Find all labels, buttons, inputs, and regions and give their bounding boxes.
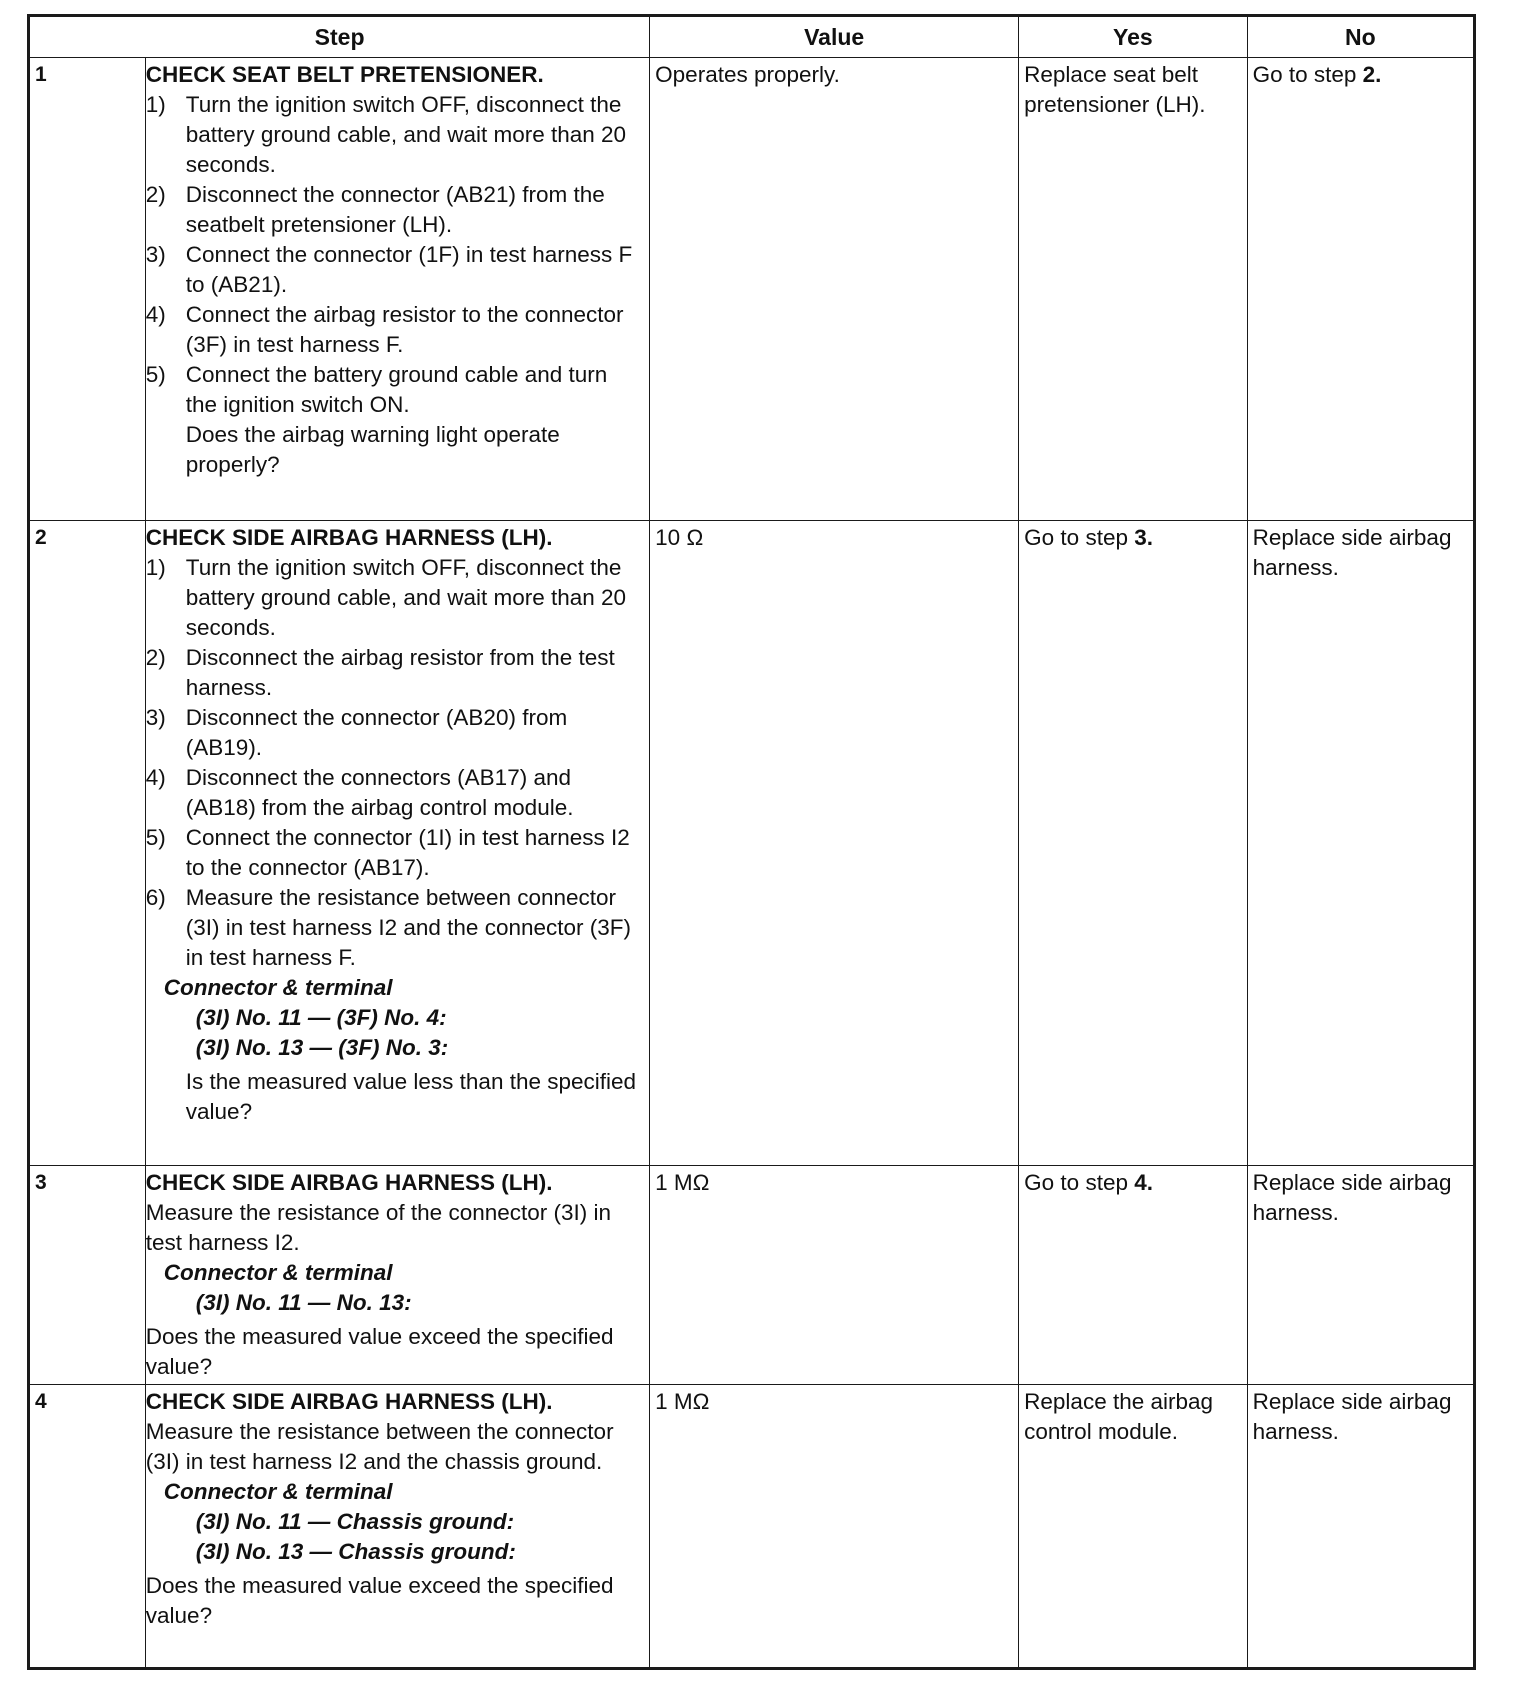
no-cell: Replace side airbag harness. (1247, 1166, 1474, 1385)
sub-step-number: 5) (145, 825, 166, 850)
sub-step (146, 643, 641, 703)
sub-step-text: Connect the airbag resistor to the connector (3F) in test harness F. (185, 302, 624, 357)
sub-step (146, 180, 641, 240)
sub-step (146, 240, 641, 300)
connector-terminal-line: (3I) No. 13 — Chassis ground: (195, 1539, 516, 1564)
yes-cell (1019, 1166, 1247, 1385)
connector-terminal-line: (3I) No. 11 — No. 13: (195, 1290, 412, 1315)
connector-terminal-heading: Connector & terminal (163, 975, 393, 1000)
step-question: Does the measured value exceed the specified value? (145, 1324, 614, 1379)
header-step: Step (29, 16, 650, 58)
sub-step-text: Disconnect the airbag resistor from the test harness. (185, 645, 615, 700)
step-title: CHECK SIDE AIRBAG HARNESS (LH). (145, 1170, 553, 1195)
no-cell: Replace side airbag harness. (1247, 1385, 1474, 1669)
sub-step (146, 360, 641, 420)
no-cell: Replace side airbag harness. (1247, 521, 1474, 1166)
sub-step (146, 823, 641, 883)
sub-step (146, 300, 641, 360)
value-cell: 1 MΩ (650, 1385, 1019, 1669)
sub-step-number: 4) (145, 302, 166, 327)
table-row (29, 1385, 1475, 1669)
sub-step-text: Turn the ignition switch OFF, disconnect the battery ground cable, and wait more than 20 seconds. (185, 92, 627, 177)
step-number: 3 (29, 1166, 146, 1385)
sub-step-number: 3) (145, 705, 166, 730)
sub-step-number: 6) (145, 885, 166, 910)
sub-step-number: 2) (145, 182, 166, 207)
step-reference: 3. (1134, 525, 1153, 550)
sub-step-text: Connect the battery ground cable and turn the ignition switch ON. (185, 362, 608, 417)
connector-terminal-heading: Connector & terminal (163, 1260, 393, 1285)
step-question: Does the airbag warning light operate properly? (185, 422, 560, 477)
sub-step-text: Connect the connector (1I) in test harness I2 to the connector (AB17). (185, 825, 630, 880)
step-number: 2 (29, 521, 146, 1166)
sub-step-text: Disconnect the connector (AB21) from the seatbelt pretensioner (LH). (185, 182, 605, 237)
step-number: 1 (29, 58, 146, 521)
no-text: Go to step (1252, 62, 1363, 87)
connector-terminal-line: (3I) No. 11 — Chassis ground: (195, 1509, 515, 1534)
yes-cell (1019, 521, 1247, 1166)
yes-cell: Replace seat belt pretensioner (LH). (1019, 58, 1247, 521)
step-intro: Measure the resistance between the connector (3I) in test harness I2 and the chassis ground. (145, 1419, 614, 1474)
header-value: Value (650, 16, 1019, 58)
step-title: CHECK SIDE AIRBAG HARNESS (LH). (145, 525, 553, 550)
sub-step-number: 1) (145, 555, 166, 580)
diagnostic-table (27, 14, 1476, 1670)
sub-step (146, 703, 641, 763)
sub-step-number: 2) (145, 645, 166, 670)
connector-terminal-line: (3I) No. 11 — (3F) No. 4: (195, 1005, 447, 1030)
step-intro: Measure the resistance of the connector (3I) in test harness I2. (145, 1200, 612, 1255)
sub-step-number: 5) (145, 362, 166, 387)
sub-step (146, 763, 641, 823)
table-row (29, 1166, 1475, 1385)
step-cell (145, 1385, 649, 1669)
step-title: CHECK SEAT BELT PRETENSIONER. (145, 62, 544, 87)
yes-cell: Replace the airbag control module. (1019, 1385, 1247, 1669)
step-question: Is the measured value less than the specified value? (185, 1069, 637, 1124)
sub-step (146, 90, 641, 180)
sub-step-text: Disconnect the connector (AB20) from (AB19). (185, 705, 568, 760)
step-title: CHECK SIDE AIRBAG HARNESS (LH). (145, 1389, 553, 1414)
sub-step-text: Turn the ignition switch OFF, disconnect the battery ground cable, and wait more than 20 seconds. (185, 555, 627, 640)
step-reference: 2. (1362, 62, 1382, 87)
sub-step-number: 3) (145, 242, 166, 267)
sub-step-number: 4) (145, 765, 166, 790)
no-cell (1247, 58, 1474, 521)
step-question: Does the measured value exceed the specified value? (145, 1573, 614, 1628)
connector-terminal-line: (3I) No. 13 — (3F) No. 3: (195, 1035, 449, 1060)
value-cell: 10 Ω (650, 521, 1019, 1166)
table-row (29, 521, 1475, 1166)
value-cell: 1 MΩ (650, 1166, 1019, 1385)
header-no: No (1247, 16, 1474, 58)
table-row (29, 58, 1475, 521)
sub-step-text: Disconnect the connectors (AB17) and (AB18) from the airbag control module. (185, 765, 574, 820)
step-reference: 4. (1134, 1170, 1153, 1195)
value-cell: Operates properly. (650, 58, 1019, 521)
header-yes: Yes (1019, 16, 1247, 58)
sub-step (146, 553, 641, 643)
yes-text: Go to step (1024, 1170, 1135, 1195)
header-row (29, 16, 1475, 58)
connector-terminal-heading: Connector & terminal (163, 1479, 393, 1504)
sub-step-text: Connect the connector (1F) in test harness F to (AB21). (185, 242, 633, 297)
sub-step-number: 1) (145, 92, 166, 117)
sub-step-text: Measure the resistance between connector (3I) in test harness I2 and the connector (3F) in test harness F. (185, 885, 632, 970)
step-cell (145, 58, 649, 521)
step-cell (145, 1166, 649, 1385)
sub-step (146, 883, 641, 973)
yes-text: Go to step (1024, 525, 1135, 550)
step-number: 4 (29, 1385, 146, 1669)
step-cell (145, 521, 649, 1166)
